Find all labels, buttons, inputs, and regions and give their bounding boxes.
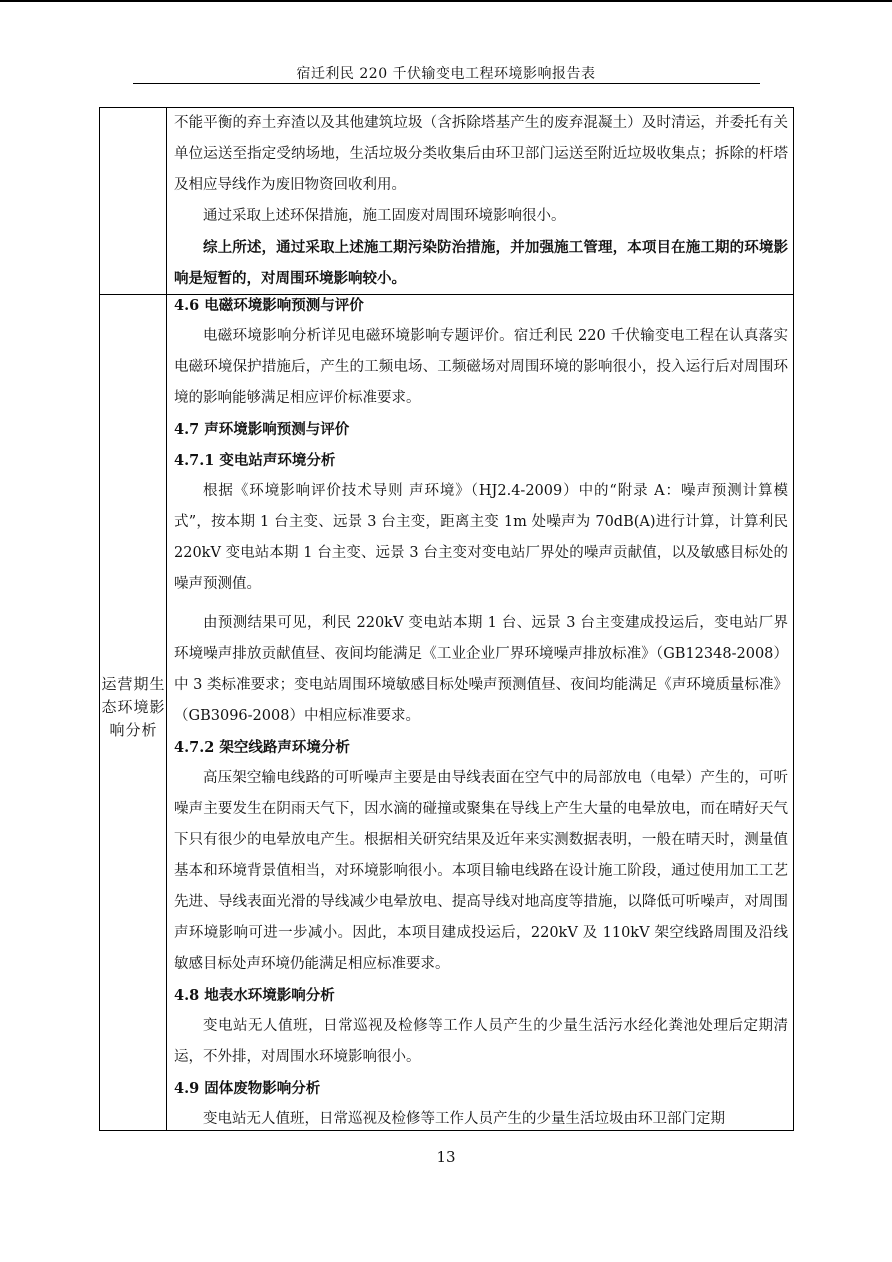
header-rule bbox=[133, 83, 760, 84]
section-heading-4-6: 4.6 电磁环境影响预测与评价 bbox=[174, 297, 364, 314]
label-column bbox=[100, 108, 167, 1130]
row-label-operation-period: 运营期生态环境影响分析 bbox=[101, 675, 166, 739]
page-number: 13 bbox=[436, 1148, 456, 1166]
document-header-title: 宿迁利民 220 千伏输变电工程环境影响报告表 bbox=[296, 66, 596, 82]
section-heading-4-7: 4.7 声环境影响预测与评价 bbox=[174, 421, 350, 438]
section-heading-4-7-2: 4.7.2 架空线路声环境分析 bbox=[174, 739, 350, 756]
section-heading-4-9: 4.9 固体废物影响分析 bbox=[174, 1080, 321, 1097]
section-heading-4-8: 4.8 地表水环境影响分析 bbox=[174, 987, 335, 1004]
paragraph: 变电站无人值班，日常巡视及检修等工作人员产生的少量生活污水经化粪池处理后定期清运，不外排，对周围水环境影响很小。 bbox=[174, 1018, 788, 1065]
paragraph: 根据《环境影响评价技术导则 声环境》（HJ2.4-2009）中的“附录 A：噪声预测计算模式”，按本期 1 台主变、远景 3 台主变，距离主变 1m 处噪声为 70dB(A)进行计算，计算利民 220kV 变电站本期 1 台主变、远景 3 台主变对变电站厂界处的噪声贡献值，以及敏感目标处的噪声预测值。 bbox=[174, 483, 788, 592]
paragraph: 不能平衡的弃土弃渣以及其他建筑垃圾（含拆除塔基产生的废弃混凝土）及时清运，并委托有关单位运送至指定受纳场地，生活垃圾分类收集后由环卫部门运送至附近垃圾收集点；拆除的杆塔及相应导线作为废旧物资回收利用。 bbox=[174, 115, 788, 193]
summary-paragraph: 综上所述，通过采取上述施工期污染防治措施，并加强施工管理，本项目在施工期的环境影响是短暂的，对周围环境影响较小。 bbox=[174, 239, 788, 287]
top-border-line bbox=[0, 0, 892, 2]
paragraph: 通过采取上述环保措施，施工固废对周围环境影响很小。 bbox=[203, 208, 566, 224]
paragraph: 电磁环境影响分析详见电磁环境影响专题评价。宿迁利民 220 千伏输变电工程在认真落实电磁环境保护措施后，产生的工频电场、工频磁场对周围环境的影响很小，投入运行后对周围环境的影响能够满足相应评价标准要求。 bbox=[174, 328, 788, 406]
section-heading-4-7-1: 4.7.1 变电站声环境分析 bbox=[174, 452, 336, 469]
report-table bbox=[99, 107, 794, 1131]
row2-content bbox=[174, 290, 788, 1135]
paragraph: 高压架空输电线路的可听噪声主要是由导线表面在空气中的局部放电（电晕）产生的，可听噪声主要发生在阴雨天气下，因水滴的碰撞或聚集在导线上产生大量的电晕放电，而在晴好天气下只有很少的电晕放电产生。根据相关研究结果及近年来实测数据表明，一般在晴天时，测量值基本和环境背景值相当，对环境影响很小。本项目输电线路在设计施工阶段，通过使用加工工艺先进、导线表面光滑的导线减少电晕放电、提高导线对地高度等措施，以降低可听噪声，对周围声环境影响可进一步减小。因此，本项目建成投运后，220kV 及 110kV 架空线路周围及沿线敏感目标处声环境仍能满足相应标准要求。 bbox=[174, 770, 788, 972]
paragraph: 变电站无人值班，日常巡视及检修等工作人员产生的少量生活垃圾由环卫部门定期 bbox=[203, 1111, 725, 1127]
paragraph: 由预测结果可见，利民 220kV 变电站本期 1 台、远景 3 台主变建成投运后，变电站厂界环境噪声排放贡献值昼、夜间均能满足《工业企业厂界环境噪声排放标准》（GB12348-2008）中 3 类标准要求；变电站周围环境敏感目标处噪声预测值昼、夜间均能满足《声环境质量标准》（GB3096-2008）中相应标准要求。 bbox=[174, 615, 788, 724]
row1-content bbox=[174, 108, 788, 294]
